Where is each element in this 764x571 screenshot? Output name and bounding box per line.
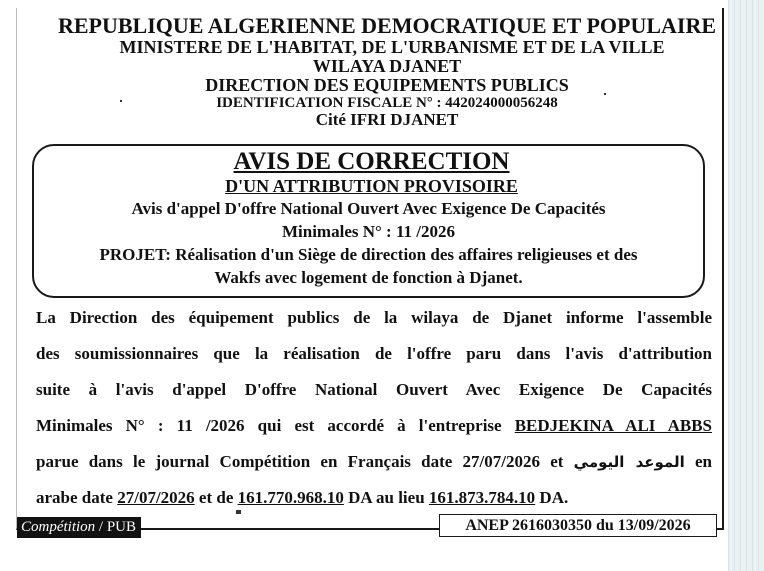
print-speck [236,510,241,514]
body-text-span: arabe date [36,488,118,507]
ministry-title: MINISTERE DE L'HABITAT, DE L'URBANISME ET DE LA VILLE [119,37,665,57]
project-line-2: Wakfs avec logement de fonction à Djanet. [214,268,523,287]
body-line: suite à l'avis d'appel D'offre National Ouvert Avec Exigence De Capacités [36,380,712,399]
publication-date: 27/07/2026 [117,488,195,507]
source-suffix: / PUB [95,519,137,535]
arabic-newspaper-name: الموعد اليومي [573,453,685,471]
tender-number-line: Minimales N° : 11 /2026 [281,222,455,241]
project-line-1: PROJET: Réalisation d'un Siège de direction des affaires religieuses et des [99,245,638,264]
body-text-span: Minimales N° : 11 /2026 qui est accordé à l'entreprise [36,416,515,435]
body-text-span: DA. [535,488,569,507]
corrected-amount: 161.770.968.10 [237,488,344,507]
body-line [36,450,712,486]
fiscal-id: IDENTIFICATION FISCALE N° : 442024000056248 [216,95,558,111]
body-line: La Direction des équipement publics de la wilaya de Djanet informe l'assemble [36,308,712,327]
notice-body [36,306,712,522]
print-speck [604,93,606,95]
previous-amount: 161.873.784.10 [428,488,536,507]
print-speck [120,100,122,102]
notice-title: AVIS DE CORRECTION [233,148,510,175]
source-name: Compétition [21,519,96,535]
notice-header [0,14,764,128]
source-label [17,517,141,538]
address-line: Cité IFRI DJANET [315,110,459,129]
wilaya-title: WILAYA DJANET [312,56,462,76]
body-text-span: parue dans le journal Compétition en Français date 27/07/2026 et [36,452,574,471]
correction-notice-content [32,148,705,289]
body-text-span: et de [194,488,238,507]
direction-title: DIRECTION DES EQUIPEMENTS PUBLICS [205,75,569,95]
republic-title: REPUBLIQUE ALGERIENNE DEMOCRATIQUE ET POPULAIRE [57,13,717,38]
anep-reference: ANEP 2616030350 du 13/09/2026 [439,514,717,537]
tender-reference-line: Avis d'appel D'offre National Ouvert Avec Exigence De Capacités [131,199,606,218]
company-name: BEDJEKINA ALI ABBS [514,416,712,435]
notice-subtitle: D'UN ATTRIBUTION PROVISOIRE [225,176,518,196]
body-line [36,414,712,450]
body-text-span: en [684,452,712,471]
body-text-span: DA au lieu [343,488,429,507]
body-line: des soumissionnaires que la réalisation de l'offre paru dans l'avis d'attribution [36,344,712,363]
